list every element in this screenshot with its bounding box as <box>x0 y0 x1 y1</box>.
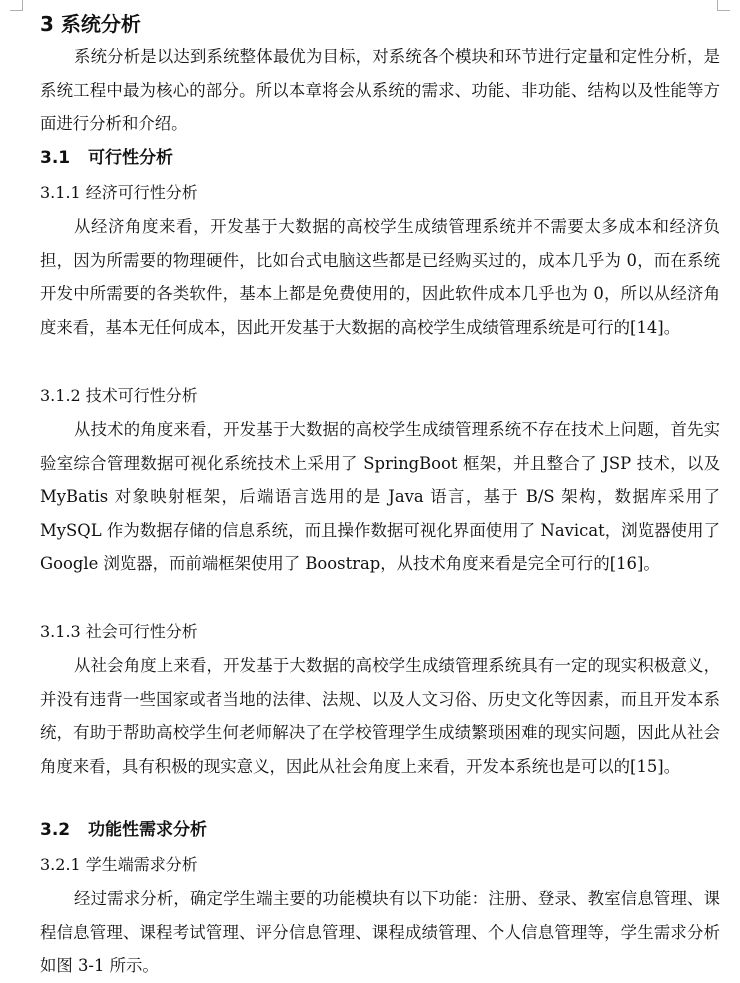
subsection-heading-3-2-1: 3.2.1 学生端需求分析 <box>40 855 198 874</box>
section-title: 功能性需求分析 <box>88 820 207 840</box>
subsection-heading-3-1-2: 3.1.2 技术可行性分析 <box>40 386 198 405</box>
section-title: 可行性分析 <box>88 148 173 168</box>
section-heading-3-2 <box>40 818 207 842</box>
chapter-heading: 3 系统分析 <box>40 12 141 36</box>
section-heading-3-1 <box>40 146 173 170</box>
subsection-heading-3-1-1: 3.1.1 经济可行性分析 <box>40 183 198 202</box>
subsection-paragraph-3-1-3: 从社会角度上来看，开发基于大数据的高校学生成绩管理系统具有一定的现实积极意义，并没有违背一些国家或者当地的法律、法规、以及人文习俗、历史文化等因素，而且开发本系统，有助于帮助高校学生何老师解决了在学校管理学生成绩繁琐困难的现实问题，因此从社会角度来看，具有积极的现实意义，因此从社会角度上来看，开发本系统也是可以的[15]。 <box>40 656 720 776</box>
section-number: 3.2 <box>40 820 71 840</box>
subsection-paragraph-3-1-2: 从技术的角度来看，开发基于大数据的高校学生成绩管理系统不存在技术上问题，首先实验室综合管理数据可视化系统技术上采用了 SpringBoot 框架，并且整合了 JSP 技术，以及 MyBatis 对象映射框架，后端语言选用的是 Java 语言，基于 B/S 架构，数据库采用了 MySQL 作为数据存储的信息系统，而且操作数据可视化界面使用了 Navicat，浏览器使用了 Google 浏览器，而前端框架使用了 Boostrap，从技术角度来看是完全可行的[16]。 <box>40 420 720 574</box>
page-corner-mark-left <box>10 0 23 11</box>
subsection-paragraph-3-1-1: 从经济角度来看，开发基于大数据的高校学生成绩管理系统并不需要太多成本和经济负担，因为所需要的物理硬件，比如台式电脑这些都是已经购买过的，成本几乎为 0，而在系统开发中所需要的各类软件，基本上都是免费使用的，因此软件成本几乎也为 0，所以从经济角度来看，基本无任何成本，因此开发基于大数据的高校学生成绩管理系统是可行的[14]。 <box>40 217 720 337</box>
subsection-paragraph-3-2-1: 经过需求分析，确定学生端主要的功能模块有以下功能：注册、登录、教室信息管理、课程信息管理、课程考试管理、评分信息管理、课程成绩管理、个人信息管理等，学生需求分析如图 3-1 所示。 <box>40 889 720 976</box>
section-number: 3.1 <box>40 148 71 168</box>
page-corner-mark-right <box>717 0 730 11</box>
chapter-intro-paragraph: 系统分析是以达到系统整体最优为目标，对系统各个模块和环节进行定量和定性分析，是系统工程中最为核心的部分。所以本章将会从系统的需求、功能、非功能、结构以及性能等方面进行分析和介绍。 <box>40 47 720 134</box>
subsection-heading-3-1-3: 3.1.3 社会可行性分析 <box>40 622 198 641</box>
